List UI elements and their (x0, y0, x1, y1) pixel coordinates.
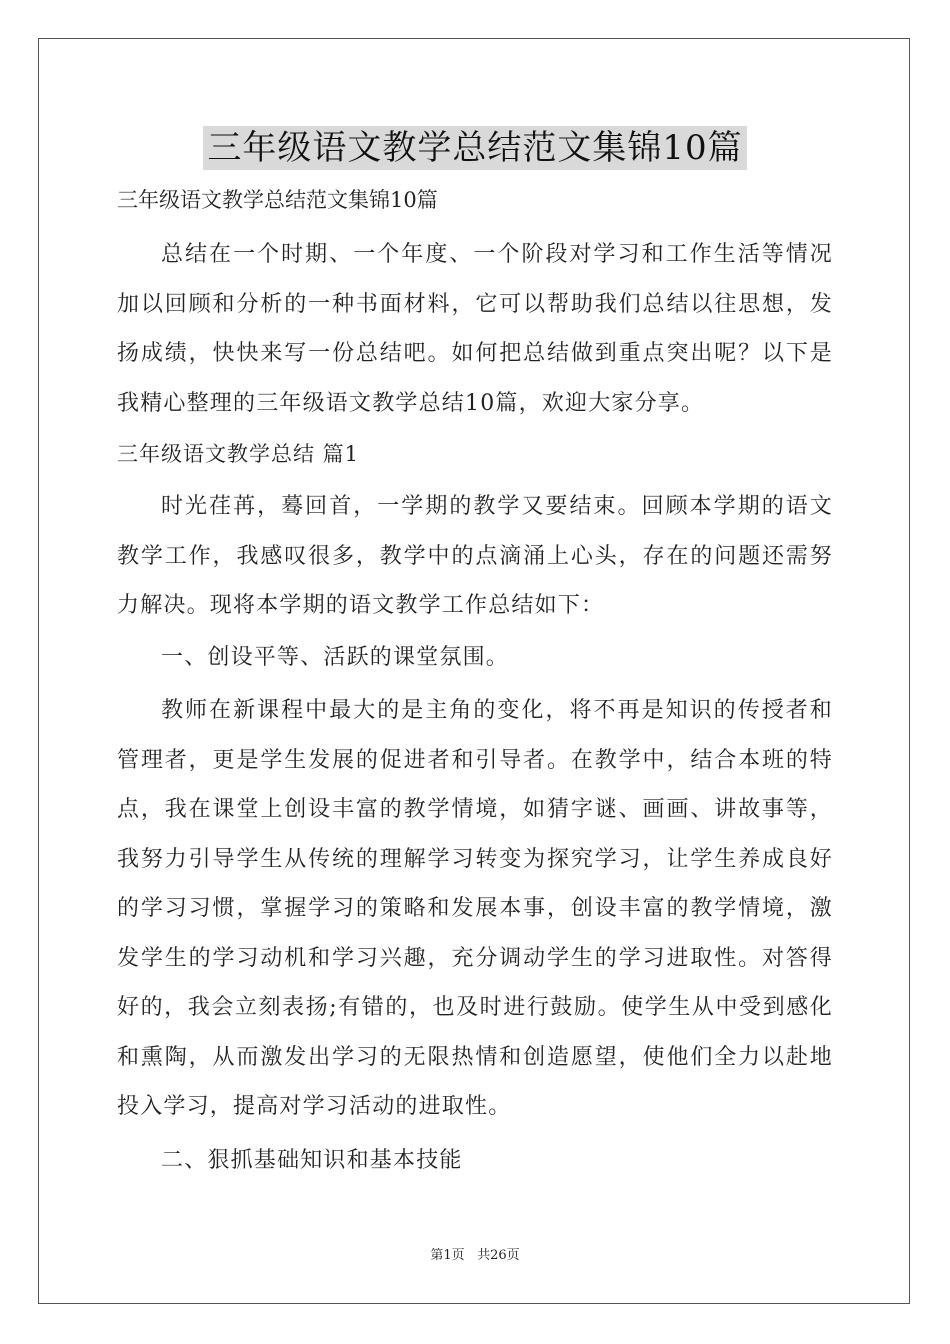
document-title: 三年级语文教学总结范文集锦10篇 (203, 126, 746, 170)
document-subtitle: 三年级语文教学总结范文集锦10篇 (117, 188, 438, 212)
title-wrap (0, 126, 950, 170)
document-body (117, 178, 833, 1185)
body-paragraph: 教师在新课程中最大的是主角的变化，将不再是知识的传授者和管理者，更是学生发展的促进者和引导者。在教学中，结合本班的特点，我在课堂上创设丰富的教学情境，如猜字谜、画画、讲故事等，我努力引导学生从传统的理解学习转变为探究学习，让学生养成良好的学习习惯，掌握学习的策略和发展本事，创设丰富的教学情境，激发学生的学习动机和学习兴趣，充分调动学生的学习进取性。对答得好的，我会立刻表扬;有错的，也及时进行鼓励。使学生从中受到感化和熏陶，从而激发出学习的无限热情和创造愿望，使他们全力以赴地投入学习，提高对学习活动的进取性。 (117, 698, 833, 1119)
section-title: 三年级语文教学总结 篇1 (117, 442, 360, 466)
section-heading: 二、狠抓基础知识和基本技能 (161, 1147, 463, 1173)
page-footer (0, 1244, 950, 1263)
intro-paragraph: 总结在一个时期、一个年度、一个阶段对学习和工作生活等情况加以回顾和分析的一种书面材料，它可以帮助我们总结以往思想，发扬成绩，快快来写一份总结吧。如何把总结做到重点突出呢？以下是我精心整理的三年级语文教学总结10篇，欢迎大家分享。 (117, 242, 833, 416)
page-total: 共26页 (477, 1248, 520, 1263)
page-number: 第1页 (430, 1248, 465, 1263)
section-heading: 一、创设平等、活跃的课堂氛围。 (161, 644, 510, 670)
body-paragraph: 时光荏苒，蓦回首，一学期的教学又要结束。回顾本学期的语文教学工作，我感叹很多，教学中的点滴涌上心头，存在的问题还需努力解决。现将本学期的语文教学工作总结如下： (117, 494, 833, 618)
